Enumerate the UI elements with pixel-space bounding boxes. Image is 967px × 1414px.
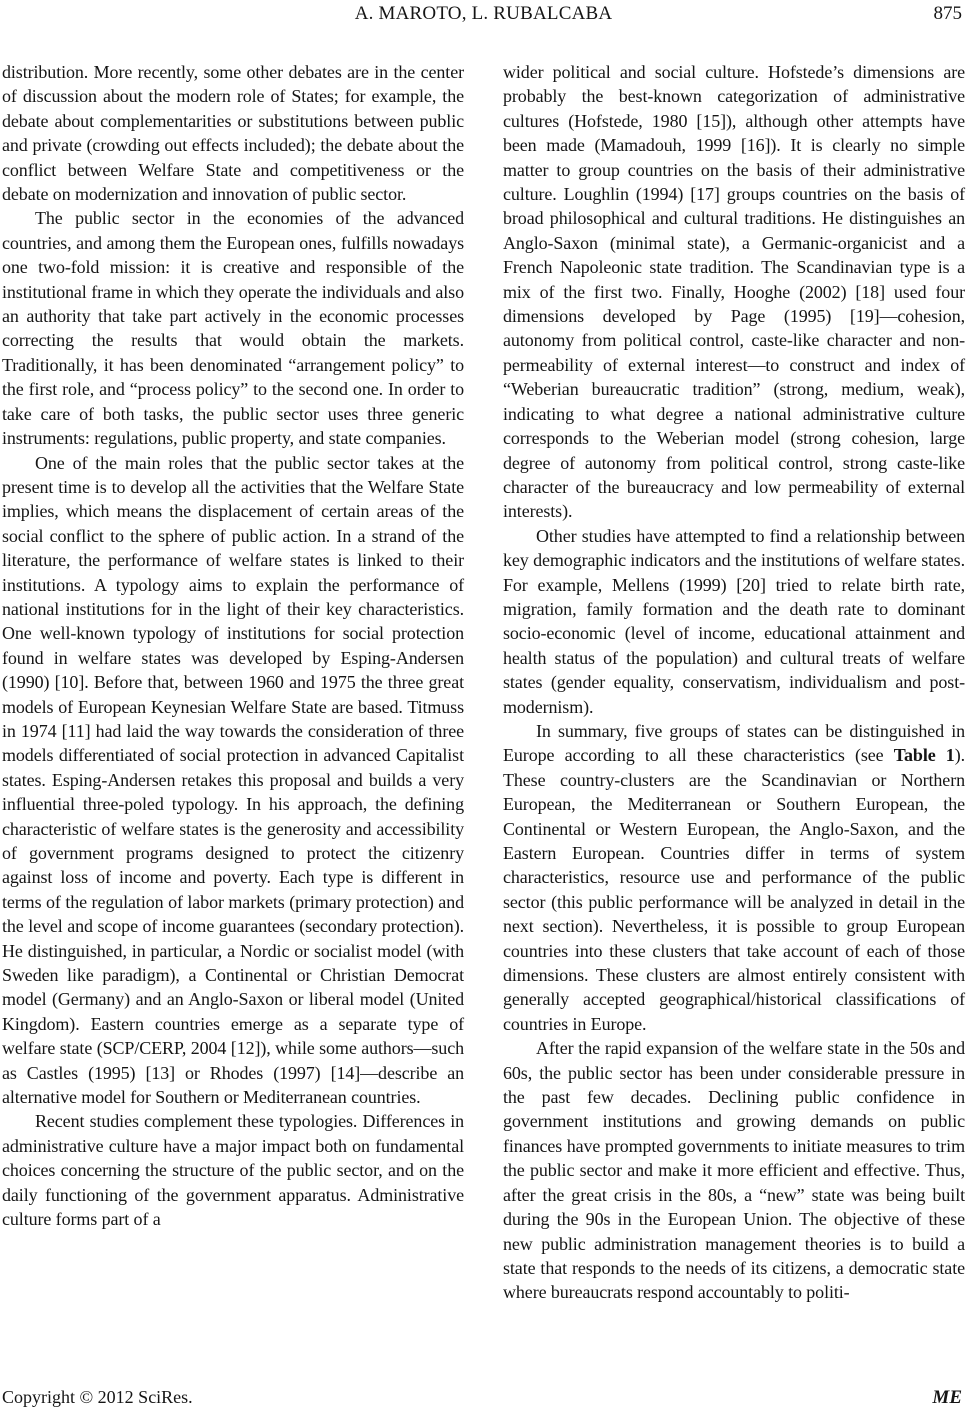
paragraph <box>503 1036 965 1304</box>
text-column-right <box>503 60 965 1305</box>
body-text: Recent studies complement these typologies. Differences in administrative culture have a major impact both on fundamental choices concerning the structure of the public sector, and on the daily functioning of the government apparatus. Administrative culture forms part of a <box>2 1111 464 1230</box>
body-text: After the rapid expansion of the welfare state in the 50s and 60s, the public sector has been under considerable pressure in the past few decades. Declining public confidence in government institutions and growing demands on public finances have prompted governments to initiate measures to trim the public sector and make it more efficient and effective. Thus, after the great crisis in the 80s, a “new” state was being built during the 90s in the European Union. The objective of these new public administration management theories is to build a state that responds to the needs of its citizens, a democratic state where bureaucrats respond accountably to politi- <box>503 1038 965 1303</box>
paragraph <box>2 60 464 206</box>
paragraph <box>503 524 965 719</box>
body-text: The public sector in the economies of the advanced countries, and among them the European ones, fulfills nowadays one two-fold mission: it is creative and responsible of the institutional frame in which they operate the individuals and also an authority that take part actively in the economic processes correcting the results that would obtain the markets. Traditionally, it has been denominated “arrangement policy” to the first role, and “process policy” to the second one. In order to take care of both tasks, the public sector uses three generic instruments: regulations, public property, and state companies. <box>2 208 464 449</box>
page-footer <box>2 1387 962 1411</box>
paragraph <box>2 451 464 1110</box>
body-text: Other studies have attempted to find a relationship between key demographic indicators and the institutions of welfare states. For example, Mellens (1999) [20] tried to relate birth rate, migration, family formation and the death rate to dominant socio-economic (level of income, educational attainment and health status of the population) and cultural treats of welfare states (gender equality, conservatism, individualism and post-modernism). <box>503 525 965 717</box>
article-body <box>2 60 965 1305</box>
body-text: In summary, five groups of states can be distinguished in Europe according to all these characteristics (see <box>503 720 965 766</box>
body-text: ). These country-clusters are the Scandinavian or Northern European, the Mediterranean or Southern European, the Continental or Western European, the Anglo-Saxon, and the Eastern European. Countries differ in terms of system characteristics, resource use and performance of the public sector (this public performance will be analyzed in detail in the next section). Nevertheless, it is possible to group European countries into these clusters that take account of each of those dimensions. These clusters are almost entirely consistent with generally accepted geographical/historical classifications of countries in Europe. <box>503 745 966 1034</box>
running-title: A. MAROTO, L. RUBALCABA <box>354 3 613 24</box>
bold-text: Table 1 <box>893 745 955 766</box>
page-number: 875 <box>933 3 962 24</box>
text-column-left <box>2 60 464 1305</box>
page-header <box>0 3 967 31</box>
paragraph <box>503 719 965 1036</box>
body-text: distribution. More recently, some other debates are in the center of discussion about the modern role of States; for example, the debate about complementarities or substitutions between public and private (crowding out effects included); the debate about the conflict between Welfare State and competitiveness or the debate on modernization and innovation of public sector. <box>2 62 464 205</box>
paragraph <box>503 60 965 524</box>
copyright-notice: Copyright © 2012 SciRes. <box>2 1387 193 1407</box>
body-text: wider political and social culture. Hofstede’s dimensions are probably the best-known categorization of administrative cultures (Hofstede, 1980 [15]), although other attempts have been made (Mamadouh, 1999 [16]). It is clearly no simple matter to group countries on the basis of their administrative culture. Loughlin (1994) [17] groups countries on the basis of broad philosophical and cultural traditions. He distinguishes an Anglo-Saxon (minimal state), a Germanic-organicist and a French Napoleonic state tradition. The Scandinavian type is a mix of the first two. Finally, Hooghe (2002) [18] used four dimensions developed by Page (1995) [19]—cohesion, autonomy from political control, caste-like character and non-permeability of external interest—to construct and index of “Weberian bureaucratic tradition” (strong, medium, weak), indicating to what degree a national administrative culture corresponds to the Weberian model (strong cohesion, large degree of autonomy from political control, strong caste-like character of the bureaucracy and low permeability of external interests). <box>503 62 965 522</box>
journal-code: ME <box>932 1387 962 1408</box>
paragraph <box>2 1109 464 1231</box>
paragraph <box>2 206 464 450</box>
body-text: One of the main roles that the public sector takes at the present time is to develop all the activities that the Welfare State implies, which means the displacement of certain areas of the social conflict to the sphere of public action. In a strand of the literature, the performance of welfare states is linked to their institutions. A typology aims to explain the performance of national institutions for in the light of their key characteristics. One well-known typology of institutions for social protection found in welfare states was developed by Esping-Andersen (1990) [10]. Before that, between 1960 and 1975 the three great models of European Keynesian Welfare State are based. Titmuss in 1974 [11] had laid the way towards the consideration of three models differentiated of social protection in advanced Capitalist states. Esping-Andersen retakes this proposal and builds a very influential three-poled typology. In his approach, the defining characteristic of welfare states is the generosity and accessibility of government programs designed to protect the citizenry against loss of income and poverty. Each type is different in terms of the regulation of labor markets (primary protection) and the level and scope of income guarantees (secondary protection). He distinguished, in particular, a Nordic or socialist model (with Sweden like paradigm), a Continental or Christian Democrat model (Germany) and an Anglo-Saxon or liberal model (United Kingdom). Eastern countries emerge as a separate type of welfare state (SCP/CERP, 2004 [12]), while some authors—such as Castles (1995) [13] or Rhodes (1997) [14]—describe an alternative model for Southern or Mediterranean countries. <box>2 452 464 1108</box>
